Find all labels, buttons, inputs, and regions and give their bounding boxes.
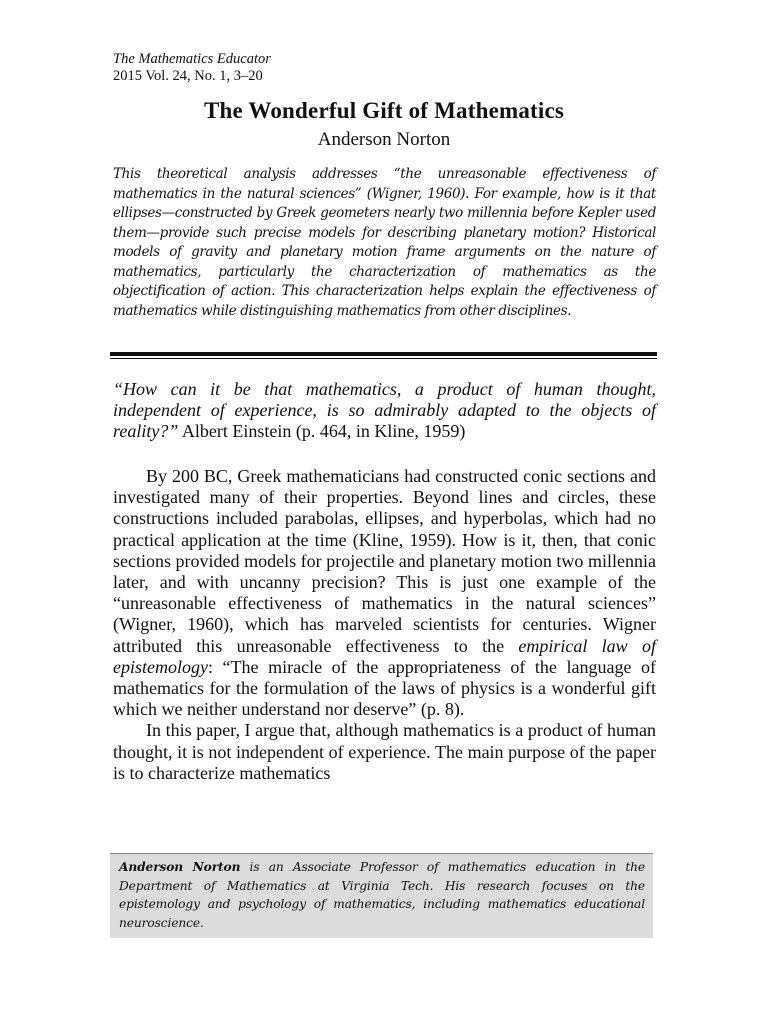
paragraph-1-text-a: By 200 BC, Greek mathematicians had constructed conic sections and investigated many of their properties. Beyond lines and circles, these constructions included parabolas, ellipses, and hyperbolas, which had no practical application at the time (Kline, 1959). How is it, then, that conic sections provided models for projectile and planetary motion two millennia later, and with uncanny precision? This is just one example of the “unreasonable effectiveness of mathematics in the natural sciences” (Wigner, 1960), which has marveled scientists for centuries. Wigner attributed this unreasonable effectiveness to the xyxy=(113,466,656,656)
section-divider-thin xyxy=(110,358,657,359)
paragraph-2: In this paper, I argue that, although mathematics is a product of human thought, it is not independent of experience. The main purpose of the paper is to characterize mathematics xyxy=(113,720,656,783)
author-bio-box xyxy=(110,853,653,938)
epigraph xyxy=(113,379,656,442)
paragraph-1 xyxy=(113,466,656,720)
paragraph-1-text-b: : “The miracle of the appropriateness of the language of mathematics for the formulation of the laws of physics is a wonderful gift which we neither understand nor deserve” (p. 8). xyxy=(113,656,656,720)
bio-author-name: Anderson Norton xyxy=(119,860,241,874)
journal-name: The Mathematics Educator xyxy=(113,51,271,67)
journal-header xyxy=(113,51,271,85)
article-author: Anderson Norton xyxy=(317,129,451,150)
paragraph-1-emphasis: empirical law of epistemology xyxy=(113,635,656,677)
epigraph-attribution: Albert Einstein (p. 464, in Kline, 1959) xyxy=(178,421,466,441)
abstract: This theoretical analysis addresses “the unreasonable effectiveness of mathematics in the natural sciences” (Wigner, 1960). For example, how is it that ellipses—constructed by Greek geometers nearly two millennia before Kepler used them—provide such precise models for describing planetary motion? Historical models of gravity and planetary motion frame arguments on the nature of mathematics, particularly the characterization of mathematics as the objectification of action. This characterization helps explain the effectiveness of mathematics while distinguishing mathematics from other disciplines. xyxy=(113,166,656,319)
volume-info: 2015 Vol. 24, No. 1, 3–20 xyxy=(113,68,263,84)
body-text xyxy=(113,466,656,784)
article-title: The Wonderful Gift of Mathematics xyxy=(203,98,565,123)
section-divider-thick xyxy=(110,352,657,356)
bio-text: is an Associate Professor of mathematics education in the Department of Mathematics at Virginia Tech. His research focuses on the epistemology and psychology of mathematics, including mathematics educational neuroscience. xyxy=(119,860,645,930)
epigraph-quote: “How can it be that mathematics, a product of human thought, independent of experience, is so admirably adapted to the objects of reality?” xyxy=(113,379,656,441)
